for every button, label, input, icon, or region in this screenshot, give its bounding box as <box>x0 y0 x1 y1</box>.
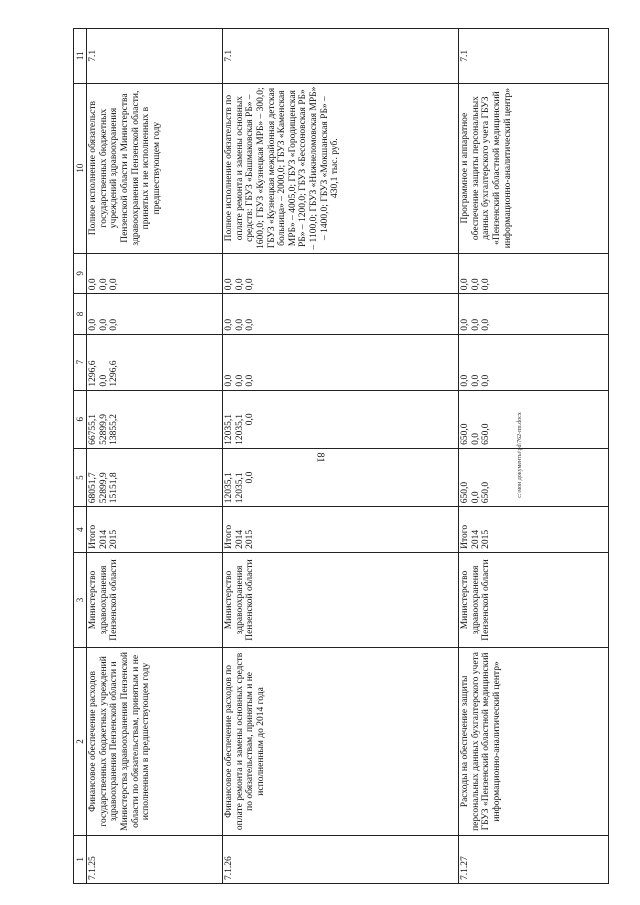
executor: Министерство здравоохранения Пензенской области <box>223 552 459 647</box>
header-row <box>74 29 87 884</box>
row-number: 7.1.25 <box>87 835 223 883</box>
value: 0,0 <box>234 278 245 291</box>
value: 68051,7 <box>88 472 99 504</box>
row-number: 7.1.26 <box>223 835 459 883</box>
years-cell <box>87 507 223 553</box>
measure-name: Расходы на обеспечение защиты персональных данных бухгалтерского учета ГБУЗ «Пензенский областной медицинский информационно-аналитический центр» <box>459 648 609 836</box>
col9-cell <box>87 253 223 294</box>
header-cell-11: 11 <box>74 29 87 84</box>
value: 52899,9 <box>98 472 109 504</box>
total-funding-cell <box>459 448 609 506</box>
value: 0,0 <box>88 318 99 331</box>
table-row <box>223 29 459 884</box>
federal-budget-cell <box>223 334 459 390</box>
col8-cell <box>459 294 609 335</box>
years-cell <box>459 507 609 553</box>
value: 650,0 <box>460 481 471 504</box>
value: 0,0 <box>481 278 492 291</box>
value: 0,0 <box>470 278 481 291</box>
value: 15151,8 <box>109 472 120 504</box>
value: 1296,6 <box>88 360 99 387</box>
value: 12035,1 <box>234 414 245 445</box>
value: 0,0 <box>234 318 245 331</box>
value: 0,0 <box>470 433 481 445</box>
year-2014: 2014 <box>98 529 109 549</box>
federal-budget-cell <box>459 334 609 390</box>
value: 0,0 <box>245 471 256 484</box>
rotated-table-frame <box>73 28 610 884</box>
value: 0,0 <box>245 278 256 291</box>
measure-name: Финансовое обеспечение расходов по оплате ремонта и замены основных средств по обязательствам, принятым и не исполненным до 2014 года <box>223 648 459 836</box>
value: 650,0 <box>460 423 471 445</box>
header-cell-5: 5 <box>74 448 87 506</box>
year-total: Итого <box>88 524 99 549</box>
value: 650,0 <box>481 481 492 504</box>
header-cell-1: 1 <box>74 835 87 883</box>
value: 0,0 <box>470 318 481 331</box>
value: 0,0 <box>470 374 481 387</box>
value: 66755,1 <box>88 414 99 445</box>
year-2014: 2014 <box>234 529 245 549</box>
value: 0,0 <box>88 278 99 291</box>
year-total: Итого <box>460 524 471 549</box>
page-number: 81 <box>314 452 326 463</box>
value: 0,0 <box>245 413 256 426</box>
value: 0,0 <box>245 374 256 387</box>
year-2015: 2015 <box>481 529 492 549</box>
value: 0,0 <box>109 278 120 291</box>
value: 12035,1 <box>224 414 235 445</box>
value: 0,0 <box>481 374 492 387</box>
value: 650,0 <box>481 423 492 445</box>
col9-cell <box>223 253 459 294</box>
value: 0,0 <box>234 374 245 387</box>
col9-cell <box>459 253 609 294</box>
value: 0,0 <box>224 278 235 291</box>
executor: Министерство здравоохранения Пензенской области <box>459 552 609 647</box>
year-2014: 2014 <box>470 529 481 549</box>
regional-budget-cell <box>459 390 609 448</box>
row-number: 7.1.27 <box>459 835 609 883</box>
table-container <box>73 28 610 884</box>
value: 13855,2 <box>109 414 120 445</box>
year-2015: 2015 <box>245 529 256 549</box>
measure-name: Финансовое обеспечение расходов государственных бюджетных учреждений здравоохранения Пензенской области и Министерства здравоохранения Пензенской области по обязательствам, принятым и не исполненным в предшествующем году <box>87 648 223 836</box>
expected-result: Полное исполнение обязательств государственных бюджетных учреждений здравоохранения Пензенской области и Министерства здравоохранения Пензенской области, принятых и не исполненных в предшествующем году <box>87 83 223 253</box>
value: 0,0 <box>460 374 471 387</box>
value: 0,0 <box>224 318 235 331</box>
link-indicator: 7.1 <box>87 29 223 84</box>
value: 0,0 <box>460 278 471 291</box>
header-cell-7: 7 <box>74 334 87 390</box>
value: 12035,1 <box>234 472 245 504</box>
value: 1296,6 <box>109 360 120 387</box>
header-cell-10: 10 <box>74 83 87 253</box>
value: 0,0 <box>109 318 120 331</box>
value: 0,0 <box>470 491 481 504</box>
expected-result: Полное исполнение обязательств по оплате ремонта и замены основных средств: ГБУЗ «Башмаковская РБ» – 1600,0; ГБУЗ «Кузнецкая МРБ» – 300,0; ГБУЗ «Кузнецкая межрайонная детская больница» – 2000,0; ГБУЗ «Каменская МРБ» – 4005,0; ГБУЗ «Городищенская РБ» – 1200,0; ГБУЗ «Бессоновская РБ» – 1100,0; ГБУЗ «Нижнеломовская МРБ» – 1400,0; ГБУЗ «Мокшанская РБ» – 430,1 тыс. руб. <box>223 83 459 253</box>
total-funding-cell <box>87 448 223 506</box>
col8-cell <box>87 294 223 335</box>
value: 0,0 <box>98 278 109 291</box>
regional-budget-cell <box>223 390 459 448</box>
value: 0,0 <box>460 318 471 331</box>
header-cell-6: 6 <box>74 390 87 448</box>
header-cell-4: 4 <box>74 507 87 553</box>
value: 12035,1 <box>224 472 235 504</box>
value: 0,0 <box>98 318 109 331</box>
value: 52899,9 <box>98 414 109 445</box>
total-funding-cell <box>223 448 459 506</box>
value: 0,0 <box>245 318 256 331</box>
value: 0,0 <box>224 374 235 387</box>
program-table <box>73 28 609 884</box>
footer-file-path: c:\мои документы\pd\762-пп.docx <box>517 412 523 498</box>
value: 0,0 <box>98 374 109 387</box>
regional-budget-cell <box>87 390 223 448</box>
year-total: Итого <box>224 524 235 549</box>
years-cell <box>223 507 459 553</box>
header-cell-3: 3 <box>74 552 87 647</box>
col8-cell <box>223 294 459 335</box>
header-cell-2: 2 <box>74 648 87 836</box>
value: 0,0 <box>481 318 492 331</box>
header-cell-8: 8 <box>74 294 87 335</box>
executor: Министерство здравоохранения Пензенской области <box>87 552 223 647</box>
link-indicator: 7.1 <box>459 29 609 84</box>
federal-budget-cell <box>87 334 223 390</box>
header-cell-9: 9 <box>74 253 87 294</box>
table-row <box>87 29 223 884</box>
year-2015: 2015 <box>109 529 120 549</box>
expected-result: Программное и аппаратное обеспечение защиты персональных данных бухгалтерского учета ГБУЗ «Пензенский областной медицинский информационно-аналитический центр» <box>459 83 609 253</box>
link-indicator: 7.1 <box>223 29 459 84</box>
table-row <box>459 29 609 884</box>
